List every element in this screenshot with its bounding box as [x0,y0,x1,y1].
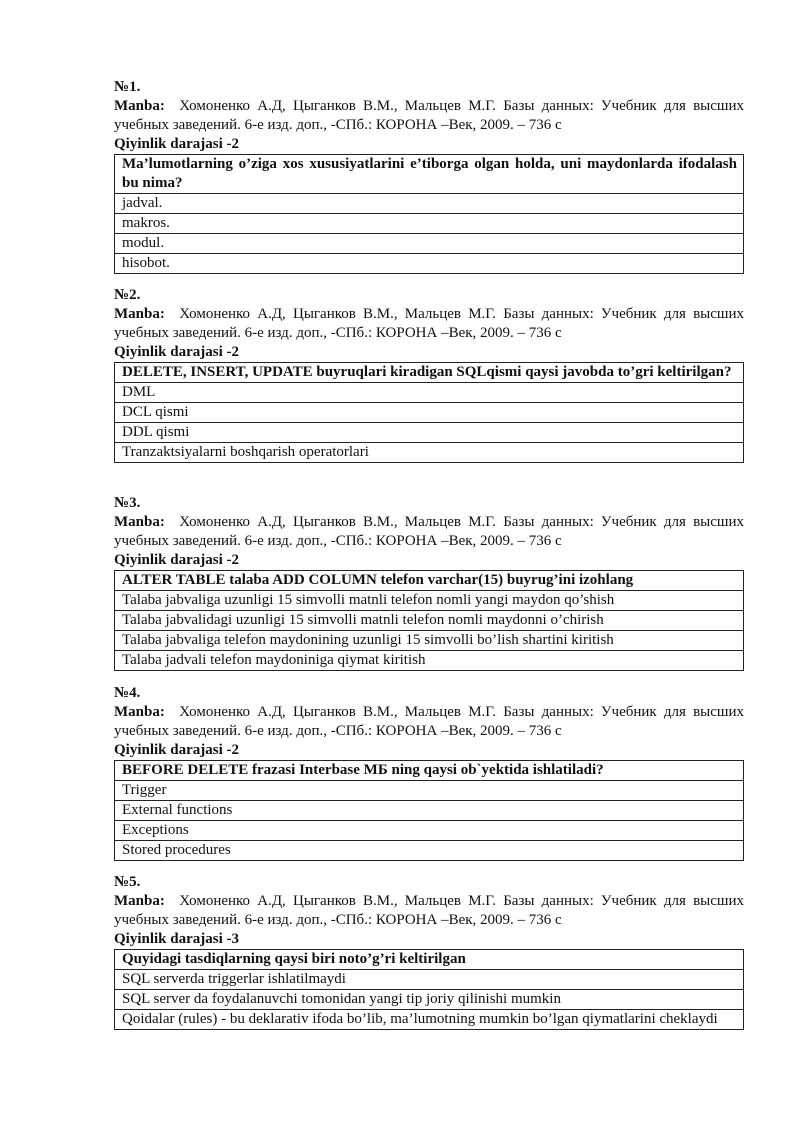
difficulty-level: Qiyinlik darajasi -2 [114,552,240,568]
question-number: №5. [114,874,141,890]
answer-option: Qoidalar (rules) - bu deklarativ ifoda bo’lib, ma’lumotning mumkin bo’lgan qiymatlarini cheklaydi [115,1010,744,1030]
source-text: Хомоненко А.Д, Цыганков В.М., Мальцев М.Г. Базы данных: Учебник для высших учебных заведений. 6-е изд. доп., -СПб.: КОРОНА –Век, 2009. – 736 с [114,98,744,133]
answer-option: Tranzaktsiyalarni boshqarish operatorlari [115,443,744,463]
question-text: BEFORE DELETE frazasi Interbase МБ ning qaysi ob`yektida ishlatiladi? [115,761,744,781]
source-citation [114,305,744,343]
answer-option: Stored procedures [115,841,744,861]
answer-option: Talaba jadvali telefon maydoniniga qiymat kiritish [115,651,744,671]
question-text: DELETE, INSERT, UPDATE buyruqlari kiradigan SQLqismi qaysi javobda to’gri keltirilgan? [115,363,744,383]
answer-option: Talaba jabvalidagi uzunligi 15 simvolli matnli telefon nomli maydonni o’chirish [115,611,744,631]
answer-option: SQL server da foydalanuvchi tomonidan yangi tip joriy qilinishi mumkin [115,990,744,1010]
question-table [114,760,744,861]
question-text: Quyidagi tasdiqlarning qaysi biri noto’g’ri keltirilgan [115,950,744,970]
answer-option: Trigger [115,781,744,801]
question-text: Ma’lumotlarning o’ziga xos xususiyatlarini e’tiborga olgan holda, uni maydonlarda ifodalash bu nima? [115,155,744,194]
question-table [114,154,744,274]
answer-option: modul. [115,234,744,254]
question-block-5 [114,873,744,1030]
source-label: Manba: [114,98,165,114]
question-number: №3. [114,495,141,511]
source-label: Manba: [114,704,165,720]
answer-option: SQL serverda triggerlar ishlatilmaydi [115,970,744,990]
question-number: №2. [114,287,141,303]
source-label: Manba: [114,514,165,530]
answer-option: DML [115,383,744,403]
source-text: Хомоненко А.Д, Цыганков В.М., Мальцев М.Г. Базы данных: Учебник для высших учебных заведений. 6-е изд. доп., -СПб.: КОРОНА –Век, 2009. – 736 с [114,306,744,341]
answer-option: hisobot. [115,254,744,274]
source-citation [114,703,744,741]
source-label: Manba: [114,306,165,322]
question-table [114,949,744,1030]
answer-option: External functions [115,801,744,821]
question-table [114,362,744,463]
source-label: Manba: [114,893,165,909]
answer-option: makros. [115,214,744,234]
answer-option: Exceptions [115,821,744,841]
question-block-1 [114,78,744,274]
answer-option: DCL qismi [115,403,744,423]
source-text: Хомоненко А.Д, Цыганков В.М., Мальцев М.Г. Базы данных: Учебник для высших учебных заведений. 6-е изд. доп., -СПб.: КОРОНА –Век, 2009. – 736 с [114,893,744,928]
source-citation [114,97,744,135]
question-block-2 [114,286,744,463]
difficulty-level: Qiyinlik darajasi -2 [114,742,240,758]
question-number: №1. [114,79,141,95]
answer-option: Talaba jabvaliga uzunligi 15 simvolli matnli telefon nomli yangi maydon qo’shish [115,591,744,611]
difficulty-level: Qiyinlik darajasi -2 [114,344,240,360]
source-text: Хомоненко А.Д, Цыганков В.М., Мальцев М.Г. Базы данных: Учебник для высших учебных заведений. 6-е изд. доп., -СПб.: КОРОНА –Век, 2009. – 736 с [114,514,744,549]
question-number: №4. [114,685,141,701]
source-citation [114,513,744,551]
source-text: Хомоненко А.Д, Цыганков В.М., Мальцев М.Г. Базы данных: Учебник для высших учебных заведений. 6-е изд. доп., -СПб.: КОРОНА –Век, 2009. – 736 с [114,704,744,739]
answer-option: Talaba jabvaliga telefon maydonining uzunligi 15 simvolli bo’lish shartini kiritish [115,631,744,651]
source-citation [114,892,744,930]
answer-option: DDL qismi [115,423,744,443]
difficulty-level: Qiyinlik darajasi -3 [114,931,240,947]
difficulty-level: Qiyinlik darajasi -2 [114,136,240,152]
question-block-3 [114,494,744,671]
question-block-4 [114,684,744,861]
question-text: ALTER TABLE talaba ADD COLUMN telefon varchar(15) buyrug’ini izohlang [115,571,744,591]
answer-option: jadval. [115,194,744,214]
question-table [114,570,744,671]
